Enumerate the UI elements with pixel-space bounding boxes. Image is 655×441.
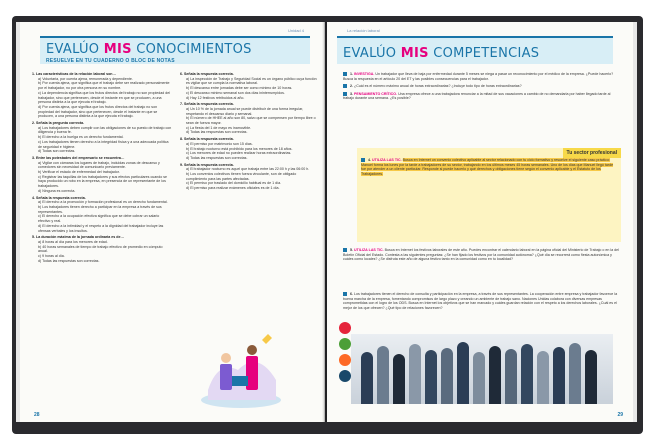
answer-option: b) El descanso entre jornadas debe ser como mínimo de 10 horas.: [186, 86, 293, 91]
answer-option: d) Todas las respuestas son correctas.: [186, 130, 248, 135]
question-block: [32, 156, 172, 194]
title-accent: MIS: [103, 42, 132, 57]
bullet-icon: [361, 158, 365, 162]
worker-illustration: [198, 320, 284, 410]
page-title: [46, 42, 252, 57]
question-block: [180, 102, 318, 135]
item-number: 6.: [350, 292, 353, 296]
item-keyword: UTILIZA LAS TIC.: [354, 248, 384, 252]
bullet-icon: [343, 92, 347, 96]
answer-option: c) Los menores de edad no pueden realizar horas extraordinarias.: [186, 151, 292, 156]
activity-item: [343, 292, 621, 310]
activity-item: [361, 158, 617, 176]
answer-option: c) 9 horas al día.: [38, 254, 65, 259]
ods-icon: [339, 322, 351, 334]
answer-option: c) Los trabajadores tienen derecho a la integridad física y a una adecuada política de seguridad e higiene.: [38, 139, 169, 149]
answer-option: a) El permiso por matrimonio son 15 días.: [186, 141, 253, 146]
bullet-icon: [343, 292, 347, 296]
question-text: 1. Las características de la relación laboral son…: [32, 72, 117, 76]
answer-option: d) Todas las respuestas son correctas.: [186, 155, 248, 160]
bullet-icon: [343, 72, 347, 76]
item-text: Los trabajadores tienen el derecho de consulta y participación en la empresa, a través de sus representantes. La cooperación entre empresa y trabajador favorece la buena marcha de la empresa, fomentando compromisos de largo plazo y creando un ambiente de trabajo sano. Naciones Unidas colabora con diversas empresas comprometidas con el logro de los ODS. Busca en Internet los objetivos que se han marcado y cuáles guardan relación con el respeto a los derechos laborales. ¿Cuál es el mejor de los que ofrecen? ¿Qué tipo de relaciones favorecen?: [343, 292, 618, 310]
running-head: La relación laboral: [347, 28, 380, 33]
title-part: COMPETENCIAS: [428, 46, 540, 61]
item-number: 2.: [350, 84, 354, 89]
question-text: 8. Señala la respuesta correcta.: [180, 137, 234, 142]
item-text: Una empresa ofrece a una trabajadora renunciar a la mitad de sus vacaciones a cambio de no demandarla por haber llegado tarde al trabajo durante una semana. ¿Es posible?: [343, 91, 611, 101]
activity-item: [343, 84, 621, 89]
item-keyword: INVESTIGA.: [354, 72, 376, 76]
sector-label: Tu sector profesional: [563, 148, 621, 158]
question-block: [180, 72, 318, 100]
professional-sector-box: [357, 148, 621, 242]
answer-option: b) 40 horas semanales de tiempo de trabajo efectivo de promedio en cómputo anual.: [38, 244, 163, 254]
answer-option: c) La fiesta del 1 de mayo es inamovible.: [186, 125, 252, 130]
answer-option: a) El trabajador nocturno es aquel que trabaja entre las 22:00 h y las 06:00 h.: [186, 167, 310, 172]
title-part: EVALÚO: [46, 42, 104, 57]
answer-option: a) El derecho a la promoción y formación profesional es un derecho fundamental.: [38, 200, 168, 205]
answer-option: b) Verificar el estado de enfermedad del trabajador.: [38, 170, 120, 175]
answer-option: a) Los trabajadores deben cumplir con las obligaciones de su puesto de trabajo con diligencia y buena fe.: [38, 125, 172, 135]
questions-column-1: [32, 72, 172, 265]
ods-icon: [339, 354, 351, 366]
answer-option: c) La dependencia significa que los frutos directos del trabajo no son propiedad del trabajador, sino que pertenecen, desde el instante en que se producen, a una persona distinta a la que ejecuta el trabajo.: [38, 90, 171, 105]
activity-item: [343, 248, 621, 262]
question-block: [32, 196, 172, 234]
item-number: 4.: [368, 158, 371, 162]
item-number: 1.: [350, 72, 354, 76]
answer-option: b) Por cuenta ajena, que significa que el trabajo debe ser realizado personalmente por el trabajador, no por otra persona en su nombre.: [38, 81, 170, 91]
answer-option: c) El derecho a la ocupación efectiva significa que se debe cobrar un salario efectivo y real.: [38, 214, 160, 224]
answer-option: b) El derecho a la huelga es un derecho fundamental.: [38, 135, 124, 140]
answer-option: d) El permiso para realizar exámenes oficiales es de 1 día.: [186, 186, 280, 191]
answer-option: c) El permiso por traslado del domicilio habitual es de 1 día.: [186, 181, 282, 186]
answer-option: d) Por cuenta ajena, que significa que los frutos directos del trabajo no son propiedad del trabajador, sino que pertenecen, desde el instante en que se producen, a una persona distinta a la que ejecuta el trabajo.: [38, 104, 158, 119]
answer-option: b) Los convenios colectivos tienen fuerza vinculante, son de obligado cumplimiento para las partes afectadas.: [186, 172, 297, 181]
answer-option: b) El trabajo nocturno está prohibido para los menores de 18 años.: [186, 146, 293, 151]
answer-option: c) Registrar las taquillas de los trabajadores y sus efectos particulares cuando se haya producido un robo en la empresa, en presencia de un representante de los trabajadores.: [38, 174, 168, 189]
item-number: 5.: [350, 248, 353, 252]
item-keyword: PENSAMIENTO CRÍTICO.: [354, 91, 399, 96]
answer-option: d) Ninguna es correcta.: [38, 188, 76, 193]
bullet-icon: [343, 248, 347, 252]
question-text: 6. Señala la respuesta correcta.: [180, 72, 234, 76]
title-accent: MIS: [400, 46, 429, 61]
section-header: [337, 36, 613, 64]
page-title: [343, 46, 539, 61]
ods-icon: [339, 338, 351, 350]
page-subtitle: RESUELVE EN TU CUADERNO O BLOC DE NOTAS: [46, 58, 175, 64]
answer-option: c) El descanso mínimo semanal son dos días ininterrumpidos.: [186, 90, 285, 95]
activity-item: [343, 72, 621, 81]
question-text: 2. Señala la pregunta correcta.: [32, 121, 85, 126]
answer-option: d) Todas son correctas.: [38, 149, 76, 154]
running-head: Unidad 4: [287, 28, 304, 33]
page-number: 29: [617, 412, 623, 418]
item-text: Busca en Internet los festivos laborales de este año. Puedes encontrar el calendario laboral en la página oficial del Ministerio de Trabajo o en la del Boletín Oficial del Estado. Contesta a las siguientes preguntas: ¿Se han fijado los festivos por la comunidad autónoma? ¿Qué día se recorrerá como fiesta autonómica y cuáles como locales? ¿Se disfruta este año de alguna festivo tanto en la comunidad como en tu localidad?: [343, 248, 619, 262]
left-page: [20, 22, 325, 422]
questions-column-2: [180, 72, 318, 193]
question-text: 3. Entre las potestades del empresario se encuentra…: [32, 155, 125, 160]
question-text: 5. La duración máxima de la jornada ordinaria es de…: [32, 235, 125, 240]
question-text: 9. Señala la respuesta correcta.: [180, 162, 234, 167]
item-text: Un trabajador que lleva de baja por enfermedad durante 5 meses se niega a pasar un reconocimiento por el médico de la empresa. ¿Puede hacerlo? Busca la respuesta en el artículo 20 del ET y las posibles consecuencias para el trabajador.: [343, 72, 614, 81]
item-number: 3.: [350, 91, 354, 96]
right-page: [327, 22, 633, 422]
answer-option: a) Vigilar con cámaras los lugares de trabajo, incluidas zonas de descanso y comedores sin necesidad de comunicarlo previamente.: [38, 160, 160, 170]
question-block: [180, 137, 318, 161]
question-text: 4. Señala la respuesta correcta.: [32, 195, 86, 200]
ods-icon: [339, 370, 351, 382]
item-text: ¿Cuál es el número máximo anual de horas extraordinarias? ¿Incluye todo tipo de horas extraordinarias?: [354, 84, 522, 89]
section-header: [40, 36, 310, 64]
question-block: [180, 163, 318, 191]
answer-option: a) Voluntaria, por cuenta ajena, remunerada y dependiente.: [38, 76, 133, 81]
answer-option: a) La inspección de Trabajo y Seguridad Social es un órgano público cuya función es vigilar que se cumpla la normativa laboral.: [186, 76, 317, 86]
answer-option: d) Todas las respuestas son correctas.: [38, 258, 100, 263]
question-block: [32, 121, 172, 154]
title-part: CONOCIMIENTOS: [131, 42, 252, 57]
question-text: 7. Señala la respuesta correcta.: [180, 102, 234, 107]
page-edge-right: [633, 22, 637, 422]
activity-list: [343, 72, 621, 104]
answer-option: d) El derecho a la intimidad y el respeto a la dignidad del trabajador incluye las ofensas verbales y los insultos.: [38, 223, 164, 233]
answer-option: b) El número de HHEE al año son 80, salvo que se compensen por tiempo libre o sean de fuerza mayor.: [186, 116, 316, 126]
activity-item: [343, 92, 621, 101]
answer-option: b) Los trabajadores tienen derecho a participar en la empresa a través de sus representantes.: [38, 204, 162, 214]
question-block: [32, 235, 172, 263]
answer-option: a) Un 10 % de la jornada anual se puede distribuir de una forma irregular, respetando el descanso diario y semanal.: [186, 106, 304, 116]
answer-option: a) 8 horas al día para los menores de edad.: [38, 239, 108, 244]
item-keyword: UTILIZA LAS TIC.: [372, 158, 402, 162]
page-number: 28: [34, 412, 40, 418]
answer-option: d) Hay 12 festivos retribuidos al año.: [186, 95, 245, 100]
group-photo: [351, 334, 613, 404]
bullet-icon: [343, 84, 347, 88]
item-text: Busca en Internet un convenio colectivo aplicable al sector relacionado con tu ciclo formativo y resuelve el siguiente caso práctico: Manuel forma los lunes por la tarde a trabajadores de su sector, trabajando en los últimos meses 45 horas semanales. Uno de los días que Manuel llegó tarde fue por atender a un cliente particular. Responde si puede hacerlo y qué derechos y obligaciones tiene según el convenio aplicable y el Estatuto de los Trabajadores.: [361, 158, 614, 176]
question-block: [32, 72, 172, 119]
title-part: EVALÚO: [343, 46, 401, 61]
